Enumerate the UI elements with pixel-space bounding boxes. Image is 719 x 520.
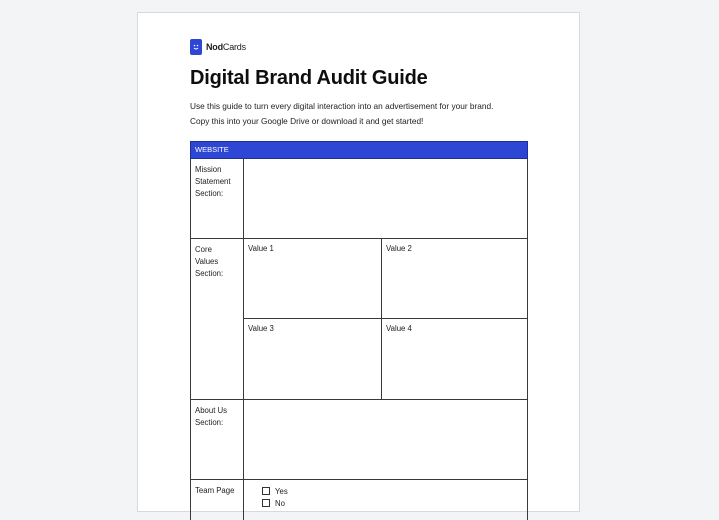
value-3-label: Value 3 <box>248 324 274 333</box>
website-audit-table <box>190 141 528 520</box>
document-page <box>137 12 580 512</box>
mission-statement-row <box>190 159 528 239</box>
brand-name <box>206 42 246 52</box>
team-page-label: Team Page <box>191 480 244 520</box>
team-option-yes-label: Yes <box>275 486 288 496</box>
brand-name-rest: Cards <box>222 42 246 52</box>
checkbox-icon[interactable] <box>262 499 270 507</box>
team-page-row <box>190 480 528 520</box>
value-3-cell[interactable] <box>244 319 382 399</box>
team-page-options <box>244 480 527 520</box>
value-1-label: Value 1 <box>248 244 274 253</box>
nodcards-logo-icon <box>190 39 202 55</box>
intro-text <box>190 99 493 128</box>
value-4-cell[interactable] <box>382 319 527 399</box>
team-option-no-label: No <box>275 498 285 508</box>
logo-face-icon <box>192 42 200 52</box>
about-us-label: About Us Section: <box>191 400 244 479</box>
page-title: Digital Brand Audit Guide <box>190 67 428 89</box>
value-1-cell[interactable] <box>244 239 382 319</box>
about-us-field[interactable] <box>244 400 527 479</box>
intro-line-2: Copy this into your Google Drive or download it and get started! <box>190 115 424 126</box>
intro-line-1: Use this guide to turn every digital interaction into an advertisement for your brand. <box>190 101 494 111</box>
team-option-yes[interactable] <box>262 485 527 497</box>
core-values-row <box>190 239 528 400</box>
mission-statement-field[interactable] <box>244 159 527 238</box>
mission-statement-label: Mission Statement Section: <box>191 159 244 238</box>
brand-header <box>190 39 246 55</box>
brand-name-bold: Nod <box>206 42 223 52</box>
checkbox-icon[interactable] <box>262 487 270 495</box>
website-section-header: WEBSITE <box>190 141 528 159</box>
core-values-label: Core Values Section: <box>191 239 244 399</box>
value-4-label: Value 4 <box>386 324 412 333</box>
value-2-label: Value 2 <box>386 244 412 253</box>
about-us-row <box>190 400 528 480</box>
value-2-cell[interactable] <box>382 239 527 319</box>
core-values-grid <box>244 239 527 399</box>
team-option-no[interactable] <box>262 497 527 509</box>
